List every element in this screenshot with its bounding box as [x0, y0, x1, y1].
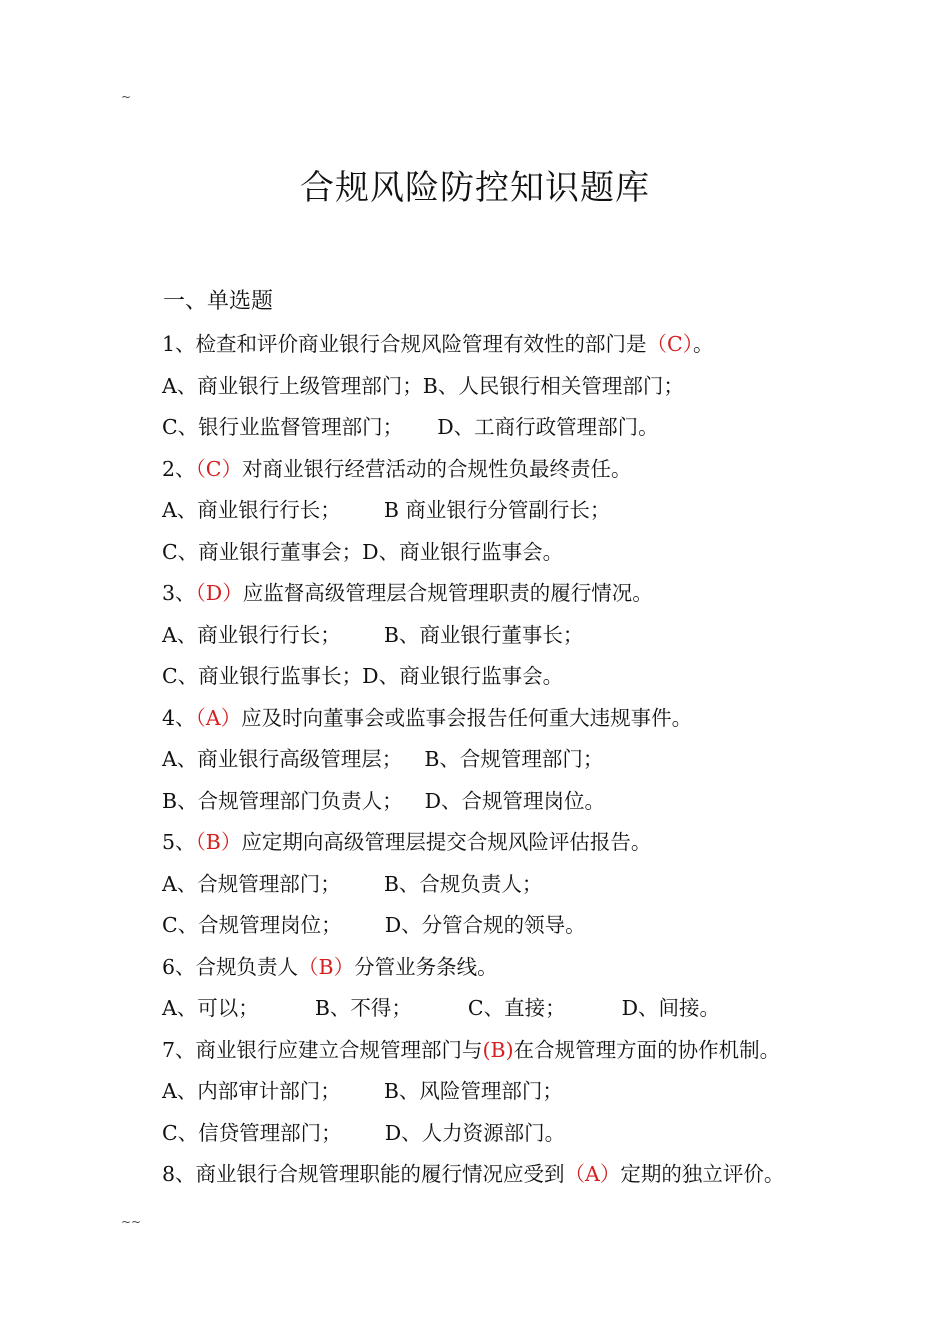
- section-heading: 一、单选题: [163, 289, 274, 314]
- question-text-end: 应监督高级管理层合规管理职责的履行情况。: [242, 581, 653, 605]
- question-text-end: 在合规管理方面的协作机制。: [513, 1037, 781, 1062]
- option-text: D、合规管理岗位。: [424, 788, 606, 813]
- question-line: [162, 573, 902, 615]
- option-text: C、信贷管理部门；: [162, 1120, 342, 1145]
- option-text: D、间接。: [621, 996, 721, 1020]
- option-line: [162, 1113, 902, 1155]
- option-text: A、商业银行高级管理层；: [162, 747, 403, 771]
- question-text: 4、: [162, 705, 196, 730]
- option-line: [162, 905, 902, 947]
- option-text: B、不得；: [314, 996, 412, 1020]
- option-line: [162, 988, 902, 1030]
- question-text: 1、检查和评价商业银行合规风险管理有效性的部门是: [162, 332, 647, 356]
- option-text: B、合规管理部门负责人；: [162, 788, 403, 813]
- option-text: B、风险管理部门；: [383, 1079, 563, 1103]
- question-list: [162, 324, 902, 1196]
- page-mark-bottom: ~~: [121, 1215, 142, 1229]
- option-line: [162, 864, 902, 906]
- option-line: [162, 366, 902, 408]
- question-text-end: 应及时向董事会或监事会报告任何重大违规事件。: [241, 705, 693, 730]
- question-line: [162, 1154, 902, 1196]
- question-line: [162, 449, 902, 491]
- question-text: 3、: [162, 581, 196, 605]
- option-text: B、合规负责人；: [383, 871, 543, 896]
- answer-mark: （A）: [195, 705, 242, 730]
- option-text: D、工商行政管理部门。: [437, 415, 659, 439]
- option-text: A、商业银行行长；: [162, 622, 341, 647]
- question-text: 5、: [162, 830, 196, 854]
- question-text: 2、: [162, 456, 196, 481]
- question-text-end: 对商业银行经营活动的合规性负最终责任。: [241, 456, 632, 481]
- question-text-end: 定期的独立评价。: [620, 1162, 785, 1186]
- option-text: B、合规管理部门；: [424, 747, 604, 771]
- option-text: D、人力资源部门。: [384, 1120, 566, 1145]
- option-text: D、分管合规的领导。: [384, 913, 586, 937]
- option-text: B、商业银行董事长；: [383, 622, 584, 647]
- option-line: [162, 739, 902, 781]
- answer-mark: （A）: [564, 1162, 621, 1186]
- answer-mark: （B）: [298, 954, 355, 979]
- option-text: C、合规管理岗位；: [162, 913, 342, 937]
- answer-mark: (B): [482, 1037, 514, 1062]
- option-line: [162, 532, 902, 574]
- page-title: 合规风险防控知识题库: [300, 168, 650, 208]
- option-text: A、商业银行上级管理部门；B、人民银行相关管理部门；: [162, 373, 684, 398]
- answer-mark: （C）: [646, 332, 693, 356]
- answer-mark: （D）: [195, 581, 243, 605]
- option-line: [162, 490, 902, 532]
- option-line: [162, 656, 902, 698]
- option-text: A、商业银行行长；: [162, 498, 341, 522]
- option-text: C、商业银行监事长；D、商业银行监事会。: [162, 664, 564, 688]
- question-text-end: 。: [692, 332, 714, 356]
- option-text: A、可以；: [162, 996, 259, 1020]
- option-line: [162, 781, 902, 823]
- answer-mark: （B）: [195, 830, 242, 854]
- option-text: C、银行业监督管理部门；: [162, 415, 404, 439]
- option-line: [162, 407, 902, 449]
- answer-mark: （C）: [195, 456, 242, 481]
- option-text: C、直接；: [467, 996, 566, 1020]
- page-mark-top: ~: [121, 90, 132, 104]
- question-text-end: 分管业务条线。: [354, 954, 498, 979]
- question-line: [162, 822, 902, 864]
- option-text: A、合规管理部门；: [162, 871, 341, 896]
- question-line: [162, 698, 902, 740]
- option-text: B 商业银行分管副行长；: [383, 498, 611, 522]
- option-line: [162, 615, 902, 657]
- question-line: [162, 947, 902, 989]
- question-text: 7、商业银行应建立合规管理部门与: [162, 1037, 483, 1062]
- question-text: 6、合规负责人: [162, 954, 299, 979]
- option-text: C、商业银行董事会；D、商业银行监事会。: [162, 539, 564, 564]
- option-text: A、内部审计部门；: [162, 1079, 341, 1103]
- question-text-end: 应定期向高级管理层提交合规风险评估报告。: [241, 830, 652, 854]
- question-line: [162, 324, 902, 366]
- question-text: 8、商业银行合规管理职能的履行情况应受到: [162, 1162, 565, 1186]
- option-line: [162, 1071, 902, 1113]
- question-line: [162, 1030, 902, 1072]
